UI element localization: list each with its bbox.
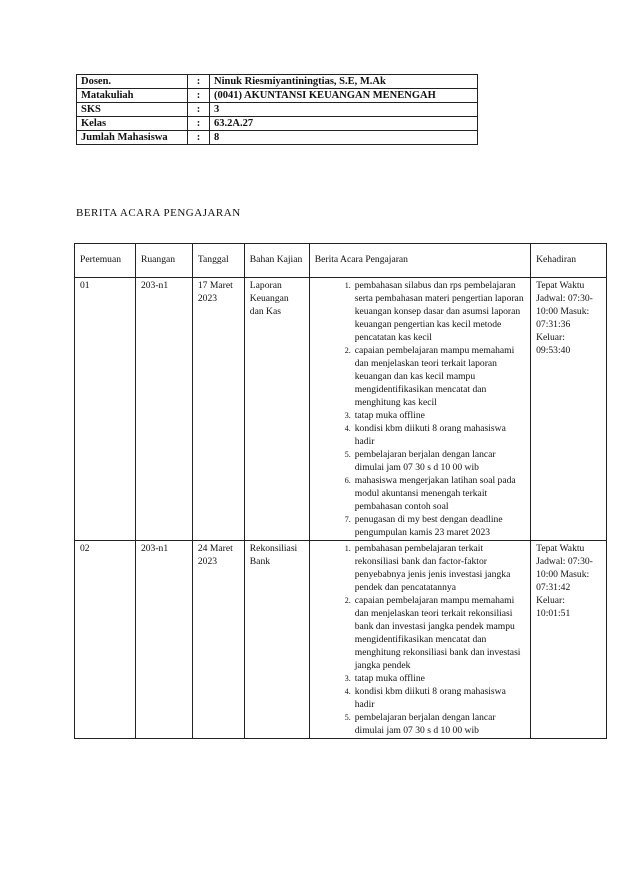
list-item: 2. capaian pembelajaran mampu memahami dan menjelaskan teori terkait rekonsiliasi bank dan investasi jangka pendek mampu mengidentifikasikan mencatat dan menghitung rekonsiliasi bank dan investasi jangka pendek xyxy=(353,594,525,672)
list-item: 1. pembahasan pembelajaran terkait rekonsiliasi bank dan factor-faktor penyebabnya jenis jenis investasi jangka pendek dan pencatatannya xyxy=(353,542,525,594)
info-label: Matakuliah xyxy=(77,89,188,103)
header-kehadiran: Kehadiran xyxy=(531,244,607,278)
cell-berita-acara xyxy=(309,278,530,541)
info-value-kelas: 63.2A.27 xyxy=(210,117,478,131)
info-row-dosen xyxy=(77,75,478,89)
info-value-dosen: Ninuk Riesmiyantiningtias, S.E, M.Ak xyxy=(210,75,478,89)
info-separator: : xyxy=(188,103,210,117)
info-label: Jumlah Mahasiswa xyxy=(77,131,188,145)
info-row-jumlah-mahasiswa xyxy=(77,131,478,145)
header-tanggal: Tanggal xyxy=(192,244,244,278)
cell-ruangan: 203-n1 xyxy=(135,541,192,739)
info-row-sks xyxy=(77,103,478,117)
cell-pertemuan: 01 xyxy=(75,278,136,541)
cell-kehadiran: Tepat Waktu Jadwal: 07:30-10:00 Masuk: 07:31:42 Keluar: 10:01:51 xyxy=(531,541,607,739)
list-item: 4. kondisi kbm diikuti 8 orang mahasiswa hadir xyxy=(353,685,525,711)
berita-list xyxy=(315,279,525,539)
info-separator: : xyxy=(188,117,210,131)
cell-kehadiran: Tepat Waktu Jadwal: 07:30-10:00 Masuk: 07:31:36 Keluar: 09:53:40 xyxy=(531,278,607,541)
info-value-jumlah-mahasiswa: 8 xyxy=(210,131,478,145)
berita-list xyxy=(315,542,525,737)
section-title: BERITA ACARA PENGAJARAN xyxy=(76,207,241,219)
berita-acara-table xyxy=(74,243,607,739)
info-label: Dosen. xyxy=(77,75,188,89)
cell-pertemuan: 02 xyxy=(75,541,136,739)
info-value-matakuliah: (0041) AKUNTANSI KEUANGAN MENENGAH xyxy=(210,89,478,103)
cell-tanggal: 24 Maret 2023 xyxy=(192,541,244,739)
info-row-matakuliah xyxy=(77,89,478,103)
header-bahan-kajian: Bahan Kajian xyxy=(244,244,309,278)
list-item: 5. pembelajaran berjalan dengan lancar dimulai jam 07 30 s d 10 00 wib xyxy=(353,448,525,474)
header-ruangan: Ruangan xyxy=(135,244,192,278)
cell-berita-acara xyxy=(309,541,530,739)
list-item: 6. mahasiswa mengerjakan latihan soal pada modul akuntansi menengah terkait pembahasan contoh soal xyxy=(353,474,525,513)
info-label: Kelas xyxy=(77,117,188,131)
cell-bahan-kajian: Laporan Keuangan dan Kas xyxy=(244,278,309,541)
info-row-kelas xyxy=(77,117,478,131)
table-row xyxy=(75,541,607,739)
info-separator: : xyxy=(188,89,210,103)
table-header-row xyxy=(75,244,607,278)
cell-ruangan: 203-n1 xyxy=(135,278,192,541)
info-separator: : xyxy=(188,75,210,89)
cell-tanggal: 17 Maret 2023 xyxy=(192,278,244,541)
list-item: 7. penugasan di my best dengan deadline pengumpulan kamis 23 maret 2023 xyxy=(353,513,525,539)
header-pertemuan: Pertemuan xyxy=(75,244,136,278)
list-item: 1. pembahasan silabus dan rps pembelajaran serta pembahasan materi pengertian laporan keuangan konsep dasar dan asumsi laporan keuangan pengertian kas kecil metode pencatatan kas kecil xyxy=(353,279,525,344)
info-label: SKS xyxy=(77,103,188,117)
header-berita-acara: Berita Acara Pengajaran xyxy=(309,244,530,278)
list-item: 3. tatap muka offline xyxy=(353,409,525,422)
info-value-sks: 3 xyxy=(210,103,478,117)
cell-bahan-kajian: Rekonsiliasi Bank xyxy=(244,541,309,739)
list-item: 3. tatap muka offline xyxy=(353,672,525,685)
list-item: 2. capaian pembelajaran mampu memahami dan menjelaskan teori terkait laporan keuangan dan kas kecil mampu mengidentifikasikan mencatat dan menghitung kas kecil xyxy=(353,344,525,409)
list-item: 4. kondisi kbm diikuti 8 orang mahasiswa hadir xyxy=(353,422,525,448)
list-item: 5. pembelajaran berjalan dengan lancar dimulai jam 07 30 s d 10 00 wib xyxy=(353,711,525,737)
info-separator: : xyxy=(188,131,210,145)
course-info-table xyxy=(76,74,478,145)
table-row xyxy=(75,278,607,541)
